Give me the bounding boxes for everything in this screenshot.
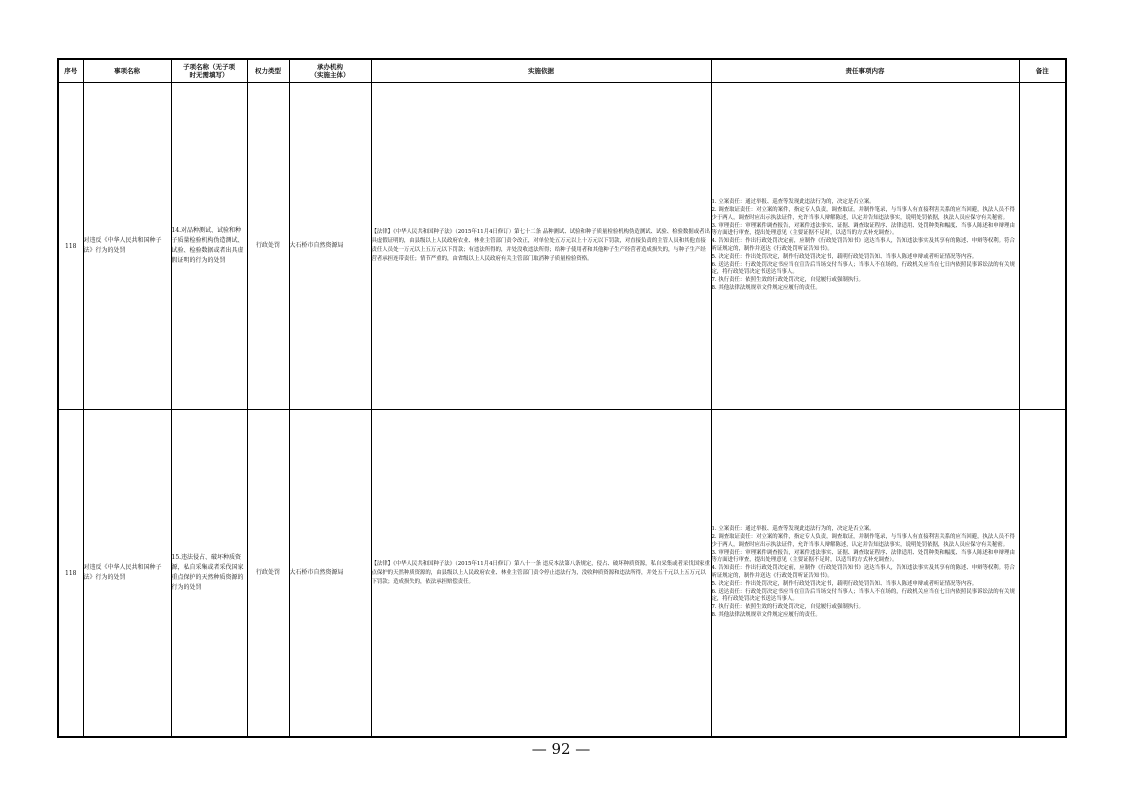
duty-line: 8. 其他法律法规规章文件规定应履行的责任。	[711, 284, 821, 291]
header-remarks: 备注	[1019, 59, 1066, 83]
cell-basis: 【法律】《中华人民共和国种子法》（2015年11月4日修订）第八十一条 违反本法第八条规定，侵占、破坏种质资源，私自采集或者采伐国家重点保护的天然种质资源的，由县级以上人民政府农业、林业主管部门责令停止违法行为，没收种质资源和违法所得，并处五千元以上五万元以下罚款；造成损失的，依法承担赔偿责任。	[371, 410, 711, 738]
duty-line: 7. 执行责任：依照生效的行政处罚决定，自觉履行或强制执行。	[711, 604, 864, 611]
header-sub-item: 子项名称（无子项 时无需填写）	[171, 59, 247, 83]
header-org: 承办机构 （实施主体）	[289, 59, 371, 83]
power-list-table	[57, 58, 1067, 738]
duty-line: 3. 审理责任：审理案件调查报告，对案件违法事实、证据、调查取证程序、法律适用、处罚种类和幅度、当事人陈述和申辩理由等方面进行审查，提出处理意见（主要证据不足时，以适当的方式补充调查）。	[711, 222, 1015, 237]
cell-no: 118	[58, 83, 83, 410]
cell-remarks	[1019, 83, 1066, 410]
cell-no: 118	[58, 410, 83, 738]
duty-line: 6. 送达责任：行政处罚决定书应当在宣告后当场交付当事人；当事人不在场的，行政机关应当在七日内依照民事诉讼法的有关规定，将行政处罚决定书送达当事人。	[711, 261, 1015, 276]
duty-line: 1. 立案责任：通过举报、巡查等发现此违法行为的，决定是否立案。	[711, 526, 875, 533]
cell-duties	[711, 410, 1019, 738]
table-row	[58, 83, 1066, 410]
duty-line: 5. 决定责任：作出处罚决定，制作行政处罚决定书，载明行政处罚告知、当事人陈述申辩或者听证情况等内容。	[711, 580, 978, 587]
duty-line: 3. 审理责任：审理案件调查报告，对案件违法事实、证据、调查取证程序、法律适用、处罚种类和幅度、当事人陈述和申辩理由等方面进行审查，提出处理意见（主要证据不足时，以适当的方式补充调查）。	[711, 549, 1015, 564]
duty-line: 6. 送达责任：行政处罚决定书应当在宣告后当场交付当事人；当事人不在场的，行政机关应当在七日内依照民事诉讼法的有关规定，将行政处罚决定书送达当事人。	[711, 588, 1015, 603]
duty-line: 4. 告知责任：作出行政处罚决定前，应制作《行政处罚告知书》送达当事人，告知违法事实及其享有的陈述、申辩等权利。符合听证规定的，制作并送达《行政处罚听证告知书》。	[711, 238, 1015, 252]
header-power-type: 权力类型	[247, 59, 289, 83]
duty-line: 2. 调查取证责任：对立案的案件，指定专人负责，调查取证，并制作笔录，与当事人有直接利害关系的应当回避，执法人员不得少于两人，调查时应出示执法证件，允许当事人辩解陈述，认定并告知违法事实，说明处罚依据，执法人员应保守有关秘密。	[711, 207, 1015, 221]
header-no: 序号	[58, 59, 83, 83]
cell-duties	[711, 83, 1019, 410]
cell-sub-item: 14.对品种测试、试验和种子质量检验机构伪造测试、试验、检验数据或者出具虚假证明的行为的处罚	[171, 83, 247, 410]
cell-basis: 【法律】《中华人民共和国种子法》（2015年11月4日修订）第七十二条 品种测试、试验和种子质量检验机构伪造测试、试验、检验数据或者出具虚假证明的，由县级以上人民政府农业、林业主管部门责令改正，对单位处五万元以上十万元以下罚款，对直接负责的主管人员和其他直接责任人员处一万元以上五万元以下罚款；有违法所得的，并处没收违法所得；给种子使用者和其他种子生产经营者造成损失的，与种子生产经营者承担连带责任；情节严重的，由省级以上人民政府有关主管部门取消种子质量检验资格。	[371, 83, 711, 410]
header-row	[58, 59, 1066, 83]
table-row	[58, 410, 1066, 738]
duty-line: 2. 调查取证责任：对立案的案件，指定专人负责，调查取证，并制作笔录，与当事人有直接利害关系的应当回避，执法人员不得少于两人，调查时应出示执法证件，允许当事人辩解陈述，认定并告知违法事实，说明处罚依据，执法人员应保守有关秘密。	[711, 534, 1015, 548]
duty-line: 7. 执行责任：依照生效的行政处罚决定，自觉履行或强制执行。	[711, 277, 864, 284]
duty-line: 5. 决定责任：作出处罚决定，制作行政处罚决定书，载明行政处罚告知、当事人陈述申辩或者听证情况等内容。	[711, 253, 978, 260]
cell-item-name: 对违反《中华人民共和国种子法》行为的处罚	[83, 83, 171, 410]
cell-sub-item: 15.违法侵占、破坏种质资源，私自采集或者采伐国家重点保护的天然种质资源的行为的处罚	[171, 410, 247, 738]
page-number: — 92 —	[531, 740, 591, 758]
duty-line: 1. 立案责任：通过举报、巡查等发现此违法行为的，决定是否立案。	[711, 199, 875, 206]
header-item-name: 事项名称	[83, 59, 171, 83]
header-basis: 实施依据	[371, 59, 711, 83]
cell-org: 大石桥市自然资源局	[289, 410, 371, 738]
cell-power-type: 行政处罚	[247, 83, 289, 410]
cell-power-type: 行政处罚	[247, 410, 289, 738]
header-duties: 责任事项内容	[711, 59, 1019, 83]
duty-line: 4. 告知责任：作出行政处罚决定前，应制作《行政处罚告知书》送达当事人，告知违法事实及其享有的陈述、申辩等权利。符合听证规定的，制作并送达《行政处罚听证告知书》。	[711, 565, 1015, 579]
cell-remarks	[1019, 410, 1066, 738]
cell-org: 大石桥市自然资源局	[289, 83, 371, 410]
cell-item-name: 对违反《中华人民共和国种子法》行为的处罚	[83, 410, 171, 738]
duty-line: 8. 其他法律法规规章文件规定应履行的责任。	[711, 611, 821, 618]
